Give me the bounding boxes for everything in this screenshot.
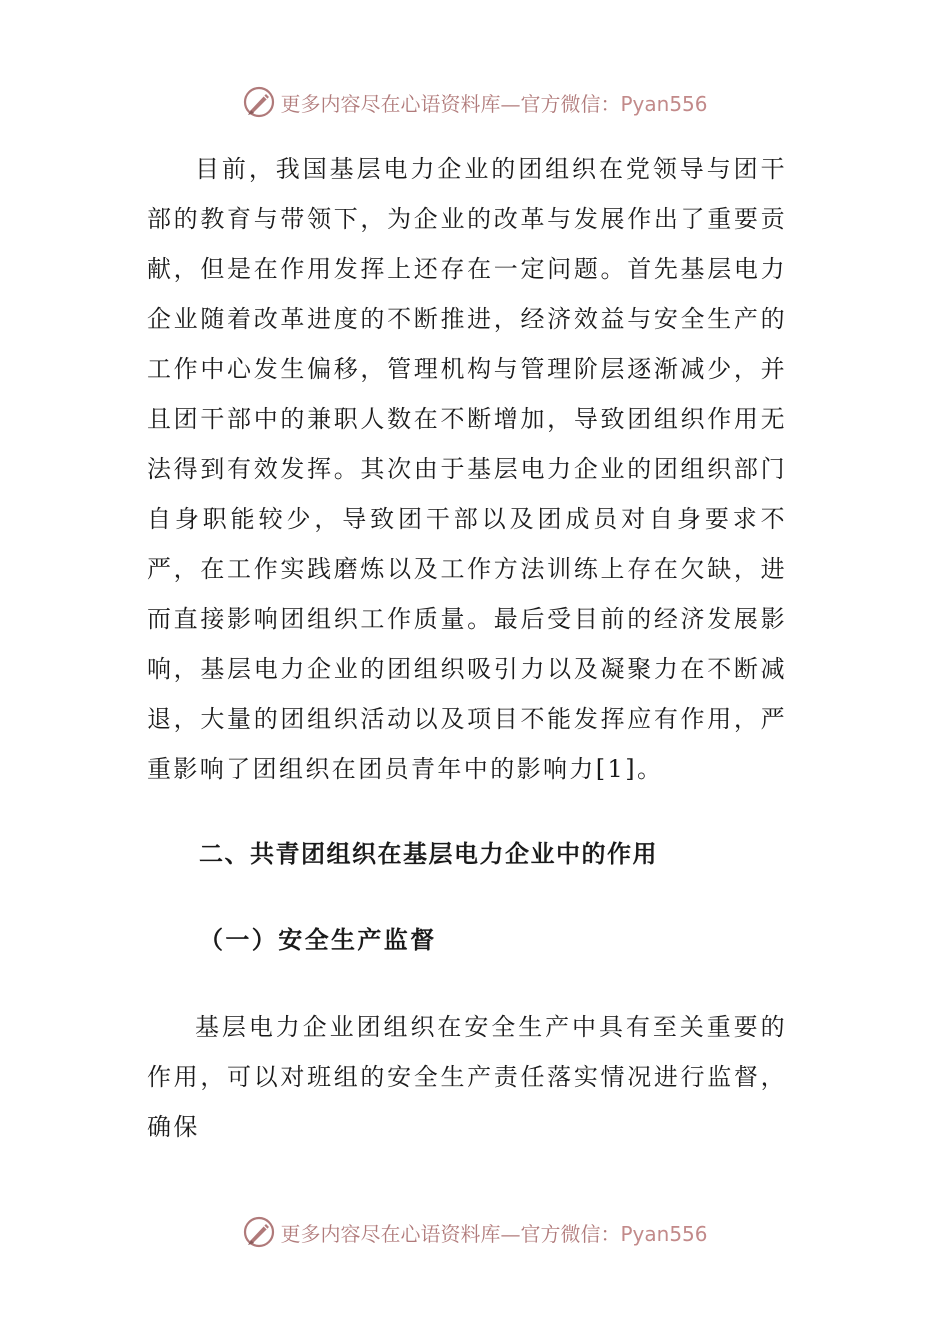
section-heading: 二、共青团组织在基层电力企业中的作用 (199, 840, 658, 868)
paragraph-2: 基层电力企业团组织在安全生产中具有至关重要的作用，可以对班组的安全生产责任落实情况进行监督，确保 (147, 1013, 787, 1141)
pen-circle-logo-icon (242, 85, 276, 119)
wechat-id: Pyan556 (620, 91, 708, 116)
header-banner (0, 82, 950, 122)
footer-banner (0, 1212, 950, 1252)
pen-circle-logo-icon (242, 1215, 276, 1249)
banner-label: 更多内容尽在心语资料库—官方微信： (280, 91, 621, 116)
subsection-heading: （一）安全生产监督 (199, 925, 437, 954)
document-body-continued (147, 1002, 787, 1152)
banner-text (280, 1218, 707, 1247)
paragraph-1: 目前，我国基层电力企业的团组织在党领导与团干部的教育与带领下，为企业的改革与发展作出了重要贡献，但是在作用发挥上还存在一定问题。首先基层电力企业随着改革进度的不断推进，经济效益与安全生产的工作中心发生偏移，管理机构与管理阶层逐渐减少，并且团干部中的兼职人数在不断增加，导致团组织作用无法得到有效发挥。其次由于基层电力企业的团组织部门自身职能较少，导致团干部以及团成员对自身要求不严，在工作实践磨炼以及工作方法训练上存在欠缺，进而直接影响团组织工作质量。最后受目前的经济发展影响，基层电力企业的团组织吸引力以及凝聚力在不断减退，大量的团组织活动以及项目不能发挥应有作用，严重影响了团组织在团员青年中的影响力[1]。 (147, 155, 787, 783)
document-body (147, 144, 787, 794)
wechat-id: Pyan556 (620, 1221, 708, 1246)
banner-text (280, 88, 707, 117)
banner-label: 更多内容尽在心语资料库—官方微信： (280, 1221, 621, 1246)
